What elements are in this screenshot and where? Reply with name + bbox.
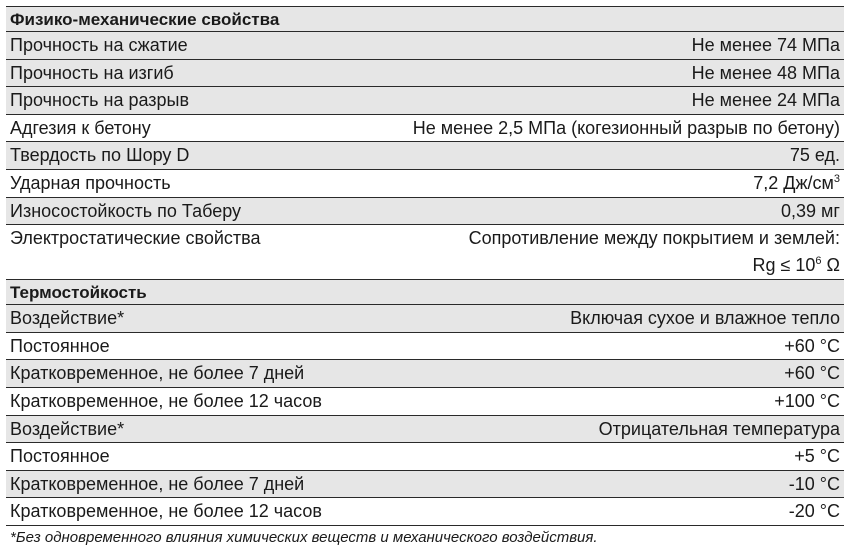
resistance-exponent: 6 bbox=[815, 255, 822, 268]
table-row bbox=[6, 498, 844, 526]
row-value: Отрицательная температура bbox=[598, 418, 840, 439]
table-row bbox=[6, 333, 844, 361]
section-header-physical: Физико-механические свойства bbox=[6, 6, 844, 32]
row-value: 0,39 мг bbox=[781, 200, 840, 221]
row-value: +5 °C bbox=[794, 446, 840, 467]
footnote: *Без одновременного влияния химических веществ и механического воздействия. bbox=[10, 528, 598, 546]
row-label: Воздействие* bbox=[10, 308, 125, 329]
resistance-line-2 bbox=[469, 252, 840, 279]
row-value: 75 ед. bbox=[789, 145, 840, 166]
row-label: Износостойкость по Таберу bbox=[10, 200, 242, 221]
table-row bbox=[6, 60, 844, 88]
row-label: Воздействие* bbox=[10, 418, 125, 439]
row-label: Электростатические свойства bbox=[10, 228, 261, 249]
row-label: Прочность на изгиб bbox=[10, 62, 174, 83]
table-row bbox=[6, 32, 844, 60]
row-label: Постоянное bbox=[10, 335, 110, 356]
table-row bbox=[6, 115, 844, 143]
row-value: Не менее 74 МПа bbox=[691, 35, 840, 55]
table-row bbox=[6, 443, 844, 471]
table-row bbox=[6, 87, 844, 115]
section-header-thermal: Термостойкость bbox=[6, 279, 844, 305]
resistance-formula: Rg ≤ 10 bbox=[752, 255, 816, 276]
row-label: Твердость по Шору D bbox=[10, 145, 190, 166]
row-value: +60 °C bbox=[784, 363, 840, 384]
table-row bbox=[6, 388, 844, 416]
table-row bbox=[6, 225, 844, 279]
row-value bbox=[753, 170, 840, 197]
row-value bbox=[469, 225, 840, 279]
row-value: +60 °C bbox=[784, 335, 840, 356]
row-label: Ударная прочность bbox=[10, 172, 171, 193]
table-row bbox=[6, 170, 844, 198]
resistance-unit: Ω bbox=[821, 255, 840, 276]
row-label: Прочность на разрыв bbox=[10, 90, 190, 111]
table-row bbox=[6, 198, 844, 226]
row-value: Включая сухое и влажное тепло bbox=[570, 308, 840, 329]
row-label: Кратковременное, не более 12 часов bbox=[10, 501, 322, 522]
row-label: Прочность на сжатие bbox=[10, 35, 188, 55]
row-label: Адгезия к бетону bbox=[10, 117, 151, 138]
table-row bbox=[6, 416, 844, 444]
row-label: Постоянное bbox=[10, 446, 110, 467]
table-row bbox=[6, 305, 844, 333]
properties-table bbox=[6, 6, 844, 548]
impact-value-text: 7,2 Дж/см bbox=[753, 172, 834, 193]
row-value: -20 °C bbox=[788, 501, 840, 522]
row-value: -10 °C bbox=[788, 473, 840, 494]
table-row bbox=[6, 142, 844, 170]
row-value: Не менее 48 МПа bbox=[691, 62, 840, 83]
row-label: Кратковременное, не более 12 часов bbox=[10, 390, 322, 411]
row-value: +100 °C bbox=[774, 390, 840, 411]
row-value: Не менее 2,5 МПа (когезионный разрыв по бетону) bbox=[412, 117, 840, 138]
resistance-line-1: Сопротивление между покрытием и землей: bbox=[468, 228, 840, 249]
row-value: Не менее 24 МПа bbox=[691, 90, 840, 111]
table-row bbox=[6, 471, 844, 499]
impact-unit-exponent: 3 bbox=[833, 172, 840, 185]
row-label: Кратковременное, не более 7 дней bbox=[10, 473, 305, 494]
table-row bbox=[6, 360, 844, 388]
row-label: Кратковременное, не более 7 дней bbox=[10, 363, 305, 384]
